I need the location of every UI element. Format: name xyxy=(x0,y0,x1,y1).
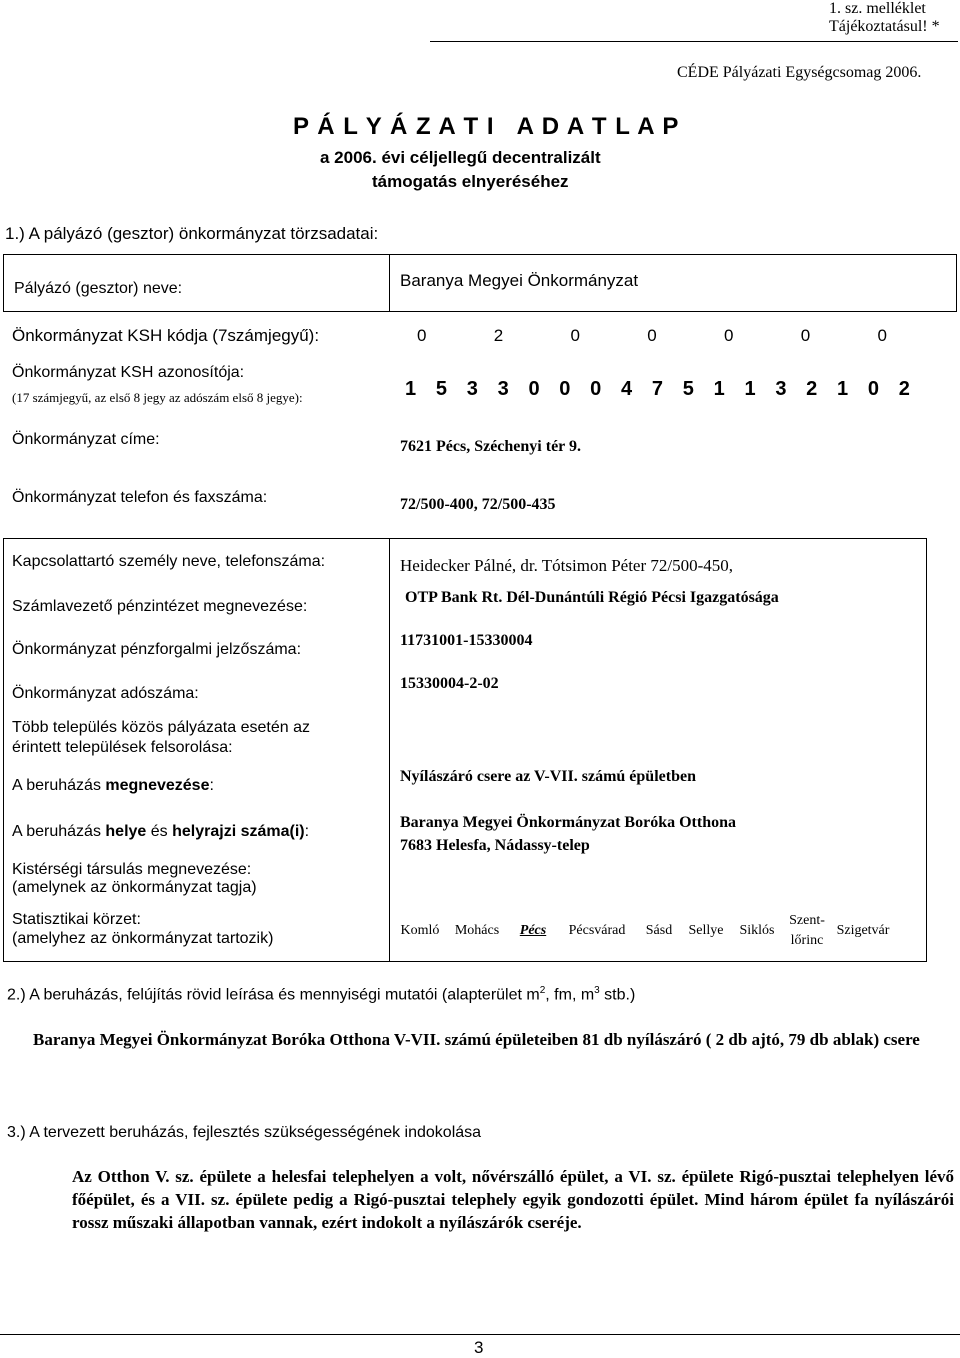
contact-value: Heidecker Pálné, dr. Tótsimon Péter 72/500-450, xyxy=(400,556,734,575)
investment-name-value: Nyílászáró csere az V-VII. számú épületben xyxy=(400,768,696,785)
multi-settlement-label-2: érintett települések felsorolása: xyxy=(12,739,233,756)
ksh-id-digit: 2 xyxy=(806,378,818,400)
stat-option: Sellye xyxy=(688,923,724,938)
ksh-code-digit: 0 xyxy=(800,326,811,345)
stat-label-1: Statisztikai körzet: xyxy=(12,911,141,928)
section2-body: Baranya Megyei Önkormányzat Boróka Otthona V-VII. számú épületeiben 81 db nyílászáró ( 2 db ajtó, 79 db ablak) csere xyxy=(33,1030,920,1049)
stat-option: Szigetvár xyxy=(836,923,890,938)
location-value-2: 7683 Helesfa, Nádassy-telep xyxy=(400,837,590,854)
subregion-label-2: (amelynek az önkormányzat tagja) xyxy=(12,879,257,896)
location-label-4: helyrajzi száma(i) xyxy=(172,823,305,840)
section2-heading-mid: , fm, m xyxy=(545,986,595,1004)
section3-heading: 3.) A tervezett beruházás, fejlesztés szükségességének indokolása xyxy=(7,1124,482,1141)
ksh-code-digit: 0 xyxy=(724,326,734,345)
address-label: Önkormányzat címe: xyxy=(12,431,160,448)
account-label: Önkormányzat pénzforgalmi jelzőszáma: xyxy=(12,641,302,658)
ksh-code-label: Önkormányzat KSH kódja (7számjegyű): xyxy=(12,326,320,345)
applicant-value: Baranya Megyei Önkormányzat xyxy=(400,271,639,290)
ksh-id-digit: 0 xyxy=(590,378,602,400)
section2-heading xyxy=(7,985,635,1004)
bank-value: OTP Bank Rt. Dél-Dunántúli Régió Pécsi Igazgatósága xyxy=(405,589,779,606)
applicant-divider xyxy=(389,254,390,312)
ksh-code-digit: 0 xyxy=(877,326,887,345)
ksh-id-digit: 1 xyxy=(405,378,417,400)
section2-sup-2: 3 xyxy=(594,985,600,996)
page-number: 3 xyxy=(474,1338,484,1357)
investment-name-label-post: : xyxy=(209,777,214,794)
ksh-id-digit: 1 xyxy=(837,378,849,400)
stat-option: Mohács xyxy=(454,923,500,938)
section3-body: Az Otthon V. sz. épülete a helesfai telephelyen a volt, nővérszálló épület, a VI. sz. épülete Rigó-pusztai telephelyen lévő főépület, és a VII. sz. épülete pedig a Rigó-pusztai telephely egyik gondozotti épület. Mind három épület fa nyílászárói rossz műszaki állapotban vannak, ezért indokolt a nyílászárók cseréje. xyxy=(72,1167,954,1232)
ksh-code-digit: 0 xyxy=(570,326,580,345)
investment-name-label-pre: A beruházás xyxy=(12,777,106,794)
stat-option: Pécs xyxy=(519,923,547,938)
section2-heading-pre: 2.) A beruházás, felújítás rövid leírása és mennyiségi mutatói (alapterület m xyxy=(7,986,540,1004)
location-label-5: : xyxy=(304,823,310,840)
ksh-code-digit: 0 xyxy=(647,326,657,345)
stat-option: Szent- lőrinc xyxy=(789,913,825,948)
ksh-id-note: (17 számjegyű, az első 8 jegy az adószám első 8 jegye): xyxy=(12,390,303,405)
section2-heading-post: stb.) xyxy=(599,986,636,1004)
applicant-label: Pályázó (gesztor) neve: xyxy=(14,280,183,297)
info-note: Tájékoztatásul! * xyxy=(829,18,940,35)
form-title: P Á L Y Á Z A T I A D A T L A P xyxy=(293,113,680,140)
ksh-id-digits xyxy=(405,378,910,401)
ksh-id-digit: 0 xyxy=(867,378,880,400)
program-name: CÉDE Pályázati Egységcsomag 2006. xyxy=(677,64,922,81)
tax-label: Önkormányzat adószáma: xyxy=(12,685,199,702)
statistical-district-options xyxy=(396,908,894,954)
ksh-id-digit: 4 xyxy=(621,378,633,400)
ksh-id-digit: 5 xyxy=(682,378,694,400)
subregion-label-1: Kistérségi társulás megnevezése: xyxy=(12,861,252,878)
ksh-id-digit: 3 xyxy=(497,378,509,400)
location-label xyxy=(12,823,309,841)
ksh-id-digit: 0 xyxy=(528,378,540,400)
form-subtitle-1: a 2006. évi céljellegű decentralizált xyxy=(320,148,601,167)
ksh-id-digit: 1 xyxy=(744,378,756,400)
details-divider xyxy=(389,538,390,962)
ksh-id-digit: 1 xyxy=(713,378,725,400)
location-label-1: A beruházás xyxy=(12,823,106,840)
ksh-id-label: Önkormányzat KSH azonosítója: xyxy=(12,364,245,381)
section1-heading: 1.) A pályázó (gesztor) önkormányzat törzsadatai: xyxy=(5,224,379,243)
ksh-code-digit: 2 xyxy=(493,326,504,345)
location-label-3: és xyxy=(146,823,173,840)
stat-option: Komló xyxy=(400,923,440,938)
investment-name-label-bold: megnevezése xyxy=(105,777,210,794)
stat-label-2: (amelyhez az önkormányzat tartozik) xyxy=(12,930,274,947)
ksh-id-digit: 2 xyxy=(898,378,910,400)
contact-label: Kapcsolattartó személy neve, telefonszáma: xyxy=(12,553,326,570)
stat-option: Siklós xyxy=(739,923,775,938)
phone-label: Önkormányzat telefon és faxszáma: xyxy=(12,489,268,506)
ksh-id-digit: 3 xyxy=(775,378,787,400)
ksh-id-digit: 5 xyxy=(435,378,447,400)
ksh-id-digit: 7 xyxy=(651,378,663,400)
form-subtitle-2: támogatás elnyeréséhez xyxy=(372,172,569,191)
multi-settlement-label-1: Több település közös pályázata esetén az xyxy=(12,719,310,736)
ksh-id-digit: 0 xyxy=(559,378,571,400)
section2-sup-1: 2 xyxy=(539,985,546,996)
ksh-code-digit: 0 xyxy=(417,326,427,345)
tax-value: 15330004-2-02 xyxy=(400,675,499,692)
location-label-2: helye xyxy=(105,823,147,840)
address-value: 7621 Pécs, Széchenyi tér 9. xyxy=(400,438,581,455)
phone-value: 72/500-400, 72/500-435 xyxy=(400,496,556,513)
ksh-code-digits xyxy=(417,326,887,346)
stat-option: Sásd xyxy=(645,923,673,938)
header-rule xyxy=(430,41,958,42)
ksh-id-digit: 3 xyxy=(466,378,478,400)
annex-number: 1. sz. melléklet xyxy=(829,0,926,17)
footer-rule xyxy=(0,1334,960,1335)
bank-label: Számlavezető pénzintézet megnevezése: xyxy=(12,598,308,615)
investment-name-label xyxy=(12,777,214,795)
account-value: 11731001-15330004 xyxy=(400,632,533,649)
location-value-1: Baranya Megyei Önkormányzat Boróka Otthona xyxy=(400,814,736,831)
stat-option: Pécsvárad xyxy=(568,923,626,938)
